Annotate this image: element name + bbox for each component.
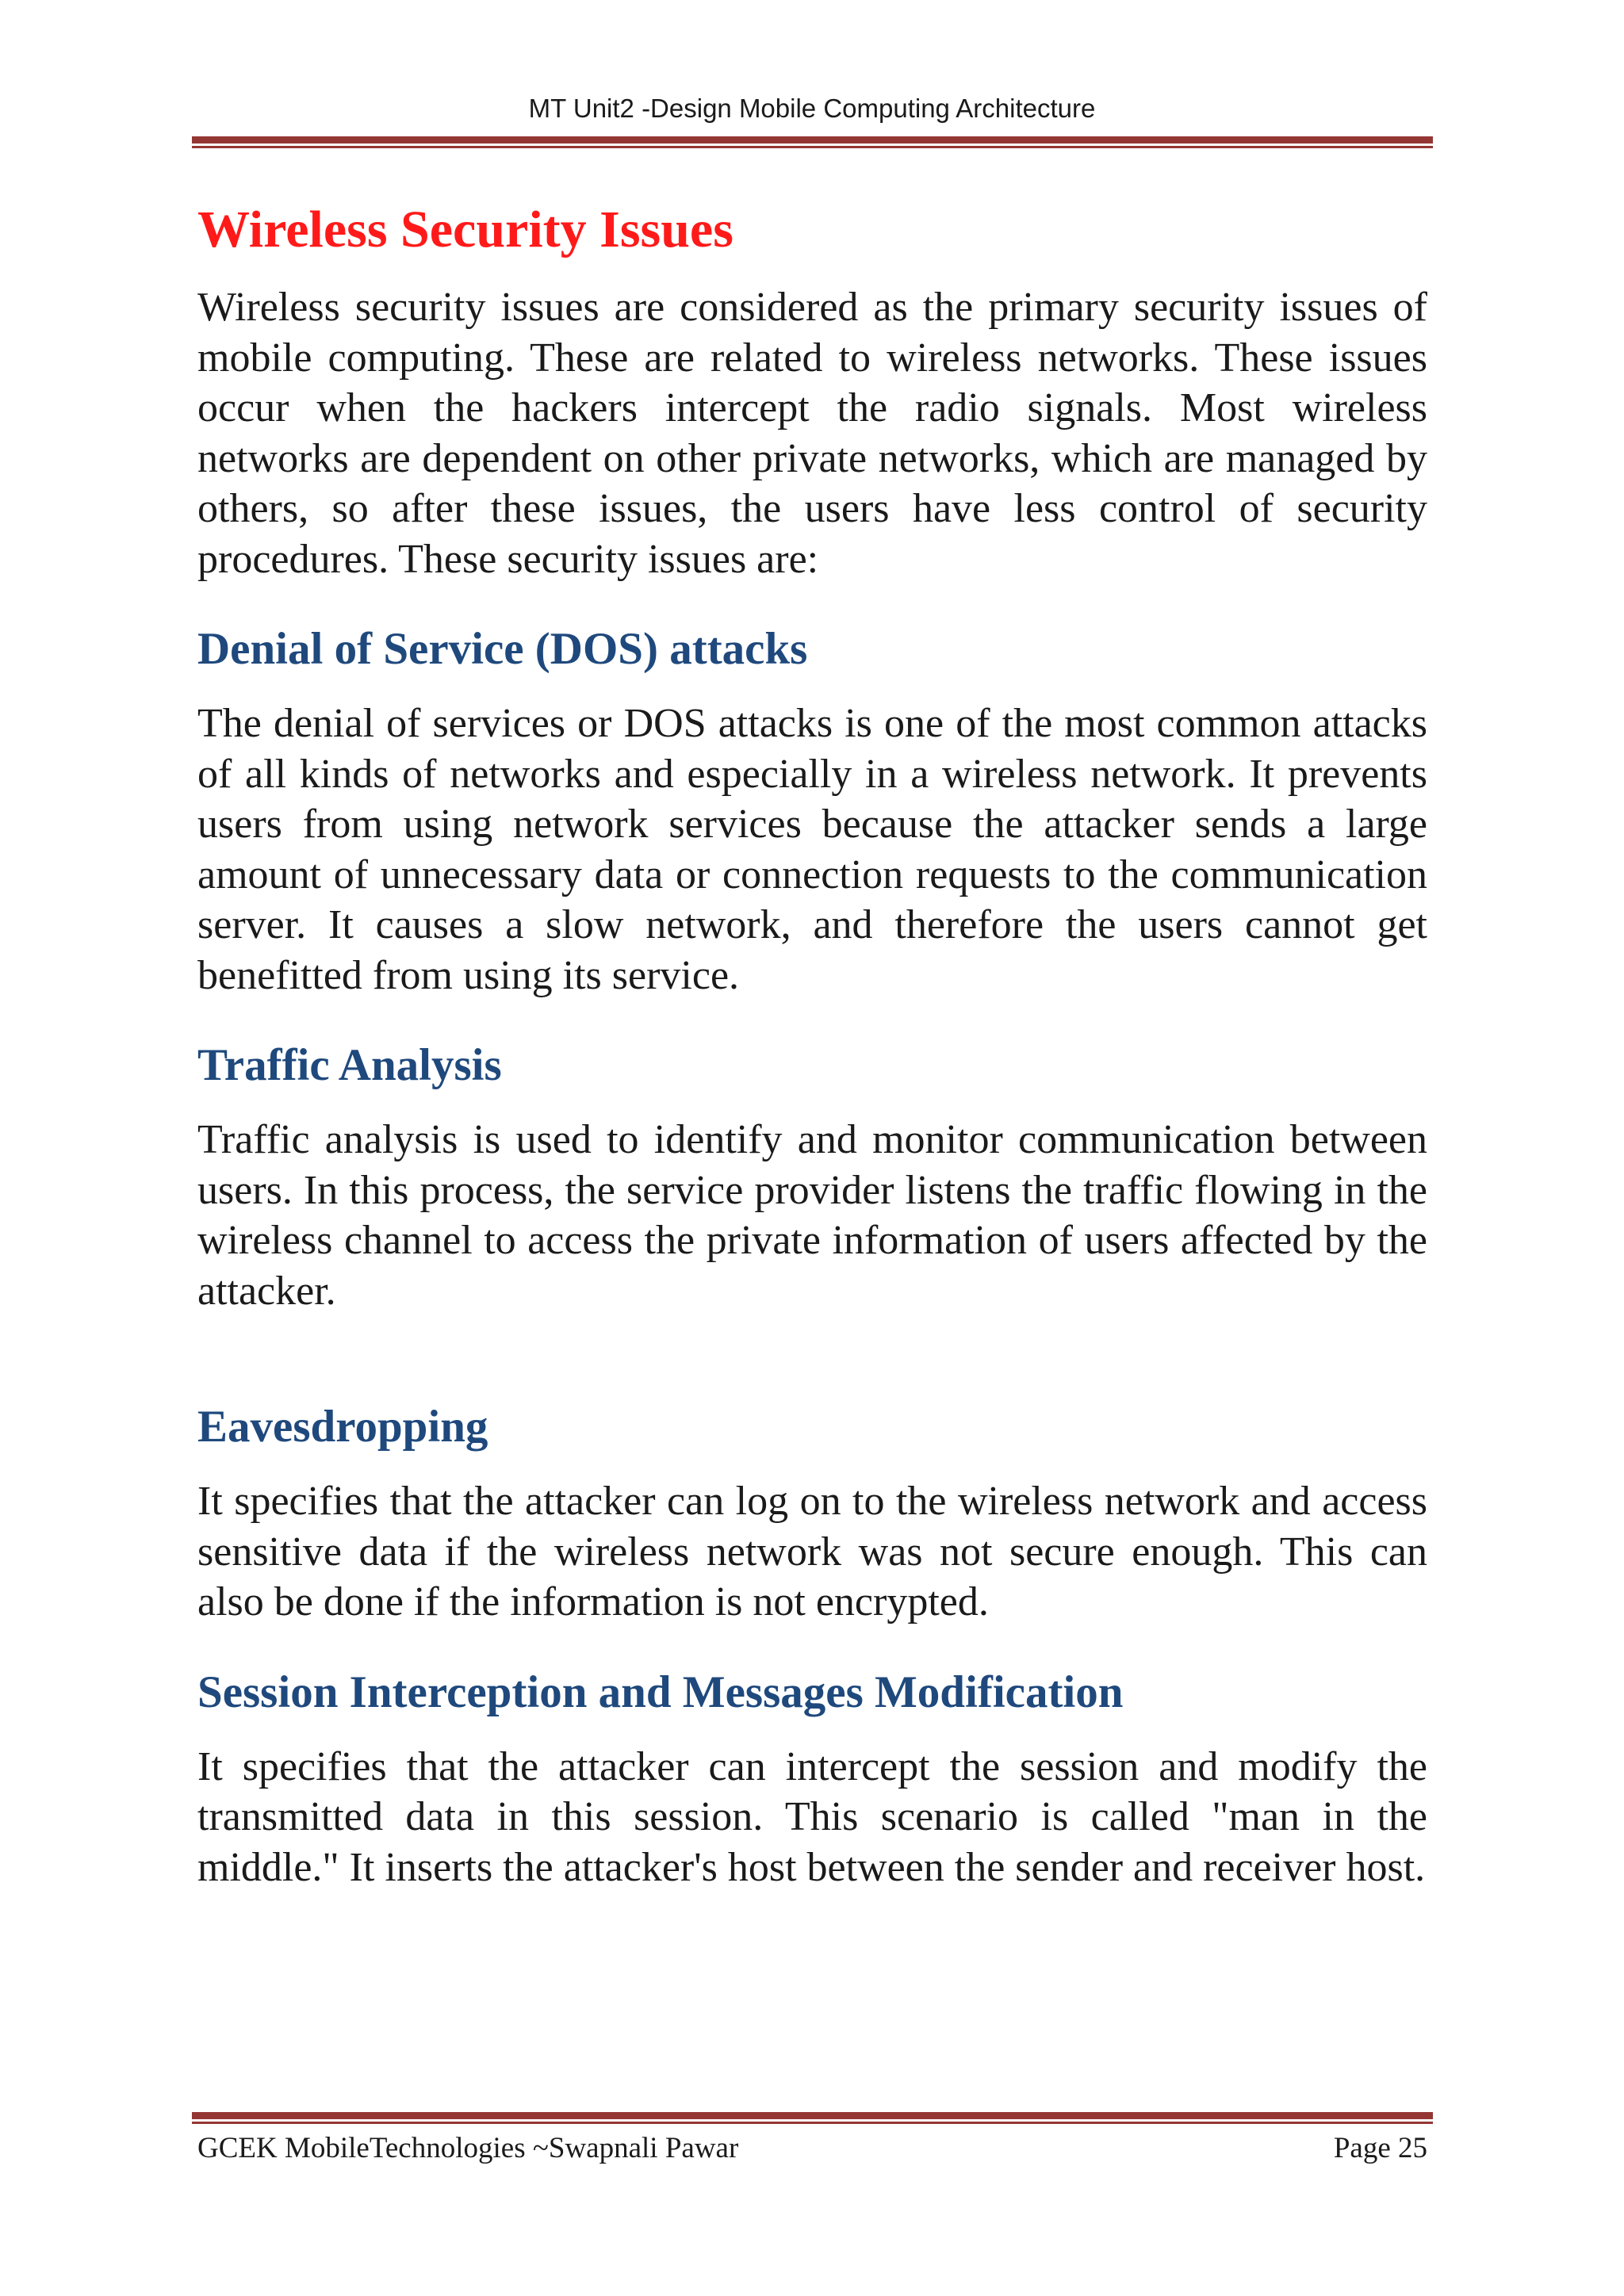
blank-line [197, 1353, 1427, 1399]
paragraph-dos-attacks: The denial of services or DOS attacks is one of the most common attacks of all kinds of networks and especially in a wireless network. It prevents users from using network services because the attacker sends a large amount of unnecessary data or connection requests to the communication server. It causes a slow network, and therefore the users cannot get benefitted from using its service. [197, 701, 1427, 998]
paragraph-session-interception: It specifies that the attacker can intercept the session and modify the transmitted data in this session. This scenario is called "man in the middle." It inserts the attacker's host between the sender and receiver host. [197, 1743, 1427, 1890]
heading-eavesdropping: Eavesdropping [197, 1402, 488, 1452]
footer-author: GCEK MobileTechnologies ~Swapnali Pawar [197, 2132, 739, 2164]
heading-session-interception: Session Interception and Messages Modification [197, 1667, 1124, 1717]
page-number: Page 25 [1333, 2132, 1427, 2164]
page-content [197, 198, 1427, 1929]
page-title: Wireless Security Issues [197, 201, 733, 258]
header-divider [192, 136, 1433, 148]
paragraph-traffic-analysis: Traffic analysis is used to identify and monitor communication between users. In this process, the service provider listens the traffic flowing in the wireless channel to access the private information of users affected by the attacker. [197, 1117, 1427, 1314]
heading-traffic-analysis: Traffic Analysis [197, 1040, 502, 1090]
heading-dos-attacks: Denial of Service (DOS) attacks [197, 624, 808, 674]
intro-paragraph: Wireless security issues are considered as the primary security issues of mobile computing. These are related to wireless networks. These issues occur when the hackers intercept the radio signals. Most wireless networks are dependent on other private networks, which are managed by others, so after these issues, the users have less control of security procedures. These security issues are: [197, 285, 1427, 582]
running-header: MT Unit2 -Design Mobile Computing Architecture [528, 94, 1096, 123]
paragraph-eavesdropping: It specifies that the attacker can log on to the wireless network and access sensitive data if the wireless network was not secure enough. This can also be done if the information is not encrypted. [197, 1479, 1427, 1624]
footer-divider [192, 2112, 1433, 2124]
